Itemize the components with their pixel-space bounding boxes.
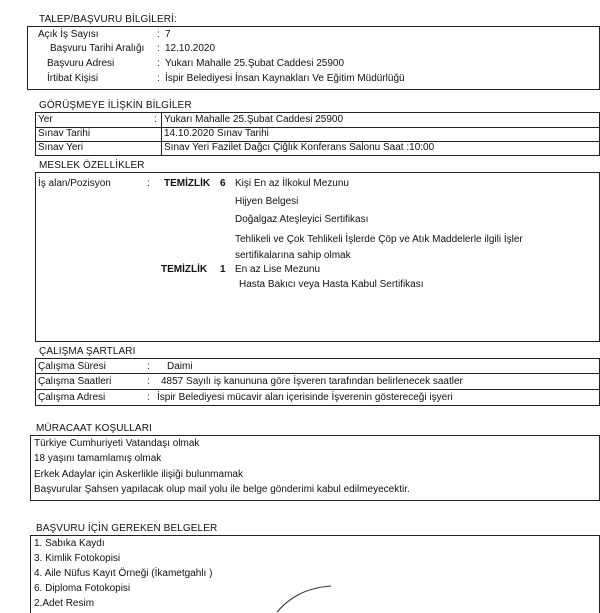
row-colon: : [157,58,160,69]
row-colon: : [154,114,157,125]
requirement-line: Kişi En az İlkokul Mezunu [235,178,349,189]
condition-line: Türkiye Cumhuriyeti Vatandaşı olmak [34,438,200,449]
condition-line: Erkek Adaylar için Askerlikle ilişiği bulunmamak [34,469,243,480]
row-value: İspir Belediyesi İnsan Kaynakları Ve Eğitim Müdürlüğü [165,73,405,84]
row-value: İspir Belediyesi mücavir alan içerisinde İşverenin göstereceği işyeri [157,392,453,403]
row-value: 14.10.2020 Sınav Tarihi [164,128,269,139]
talep-row [28,58,599,70]
position-label: İş alan/Pozisyon [38,178,111,189]
document-line: 3. Kimlik Fotokopisi [34,553,121,564]
talep-table [27,26,600,90]
gorusme-table [35,112,600,156]
gorusme-row [36,142,599,154]
row-label: Sınav Tarihi [38,128,91,139]
row-colon: : [157,73,160,84]
row-value: Sınav Yeri Fazilet Dağcı Çiğlık Konferans Salonu Saat :10:00 [164,142,435,153]
requirement-line: En az Lise Mezunu [235,264,321,275]
position-count: 6 [220,178,226,189]
section-title-meslek: MESLEK ÖZELLİKLER [39,160,145,171]
row-label: Çalışma Adresi [38,392,106,403]
row-value: 12.10.2020 [165,43,216,54]
row-value: 7 [165,29,171,40]
calisma-table [35,358,600,406]
row-label: İrtibat Kişisi [47,73,99,84]
muracaat-box [30,435,600,501]
signature-stroke [275,584,335,613]
row-colon: : [147,376,150,387]
meslek-box [35,172,600,342]
row-label: Çalışma Saatleri [38,376,112,387]
document-line: 1. Sabıka Kaydı [34,538,105,549]
section-title-muracaat: MÜRACAAT KOŞULLARI [36,423,152,434]
row-label: Açık İş Sayısı [38,29,99,40]
row-colon: : [157,43,160,54]
talep-row [28,29,599,41]
document-line: 4. Aile Nüfus Kayıt Örneği (İkametgahlı ) [34,568,213,579]
calisma-row [36,361,599,373]
document-line: 2.Adet Resim [34,598,95,609]
row-value: 4857 Sayılı iş kanununa göre İşveren tarafından belirlenecek saatler [161,376,463,387]
row-label: Başvuru Adresi [47,58,115,69]
position-name: TEMİZLİK [164,178,211,189]
row-label: Başvuru Tarihi Aralığı [50,43,145,54]
row-value: Daimi [167,361,193,372]
row-value: Yukarı Mahalle 25.Şubat Caddesi 25900 [165,58,345,69]
gorusme-row [36,114,599,126]
calisma-row [36,376,599,388]
document-line: 6. Diploma Fotokopisi [34,583,131,594]
section-title-talep: TALEP/BAŞVURU BİLGİLERİ: [39,14,177,25]
requirement-line: Hijyen Belgesi [235,196,299,207]
requirement-line: Tehlikeli ve Çok Tehlikeli İşlerde Çöp ve Atık Maddelerle ilgili İşler [235,234,523,245]
talep-row [28,73,599,85]
row-colon: : [147,361,150,372]
gorusme-row [36,128,599,140]
row-label: Çalışma Süresi [38,361,106,372]
condition-line: 18 yaşını tamamlamış olmak [34,453,162,464]
talep-row [28,43,599,55]
condition-line: Başvurular Şahsen yapılacak olup mail yolu ile belge gönderimi kabul edilmeyecektir. [34,484,410,495]
row-label: Sınav Yeri [38,142,84,153]
calisma-row [36,392,599,404]
requirement-line: Doğalgaz Ateşleyici Sertifikası [235,214,369,225]
position-name: TEMİZLİK [161,264,208,275]
row-colon: : [157,29,160,40]
requirement-line: sertifikalarına sahip olmak [235,250,351,261]
requirement-line: Hasta Bakıcı veya Hasta Kabul Sertifikası [239,279,424,290]
row-label: Yer [38,114,53,125]
section-title-belgeler: BAŞVURU İÇİN GEREKEN BELGELER [36,523,218,534]
position-count: 1 [220,264,226,275]
row-value: Yukarı Mahalle 25.Şubat Caddesi 25900 [164,114,344,125]
section-title-calisma: ÇALIŞMA ŞARTLARI [39,346,136,357]
row-colon: : [147,392,150,403]
position-colon: : [147,178,150,189]
section-title-gorusme: GÖRÜŞMEYE İLİŞKİN BİLGİLER [39,100,192,111]
